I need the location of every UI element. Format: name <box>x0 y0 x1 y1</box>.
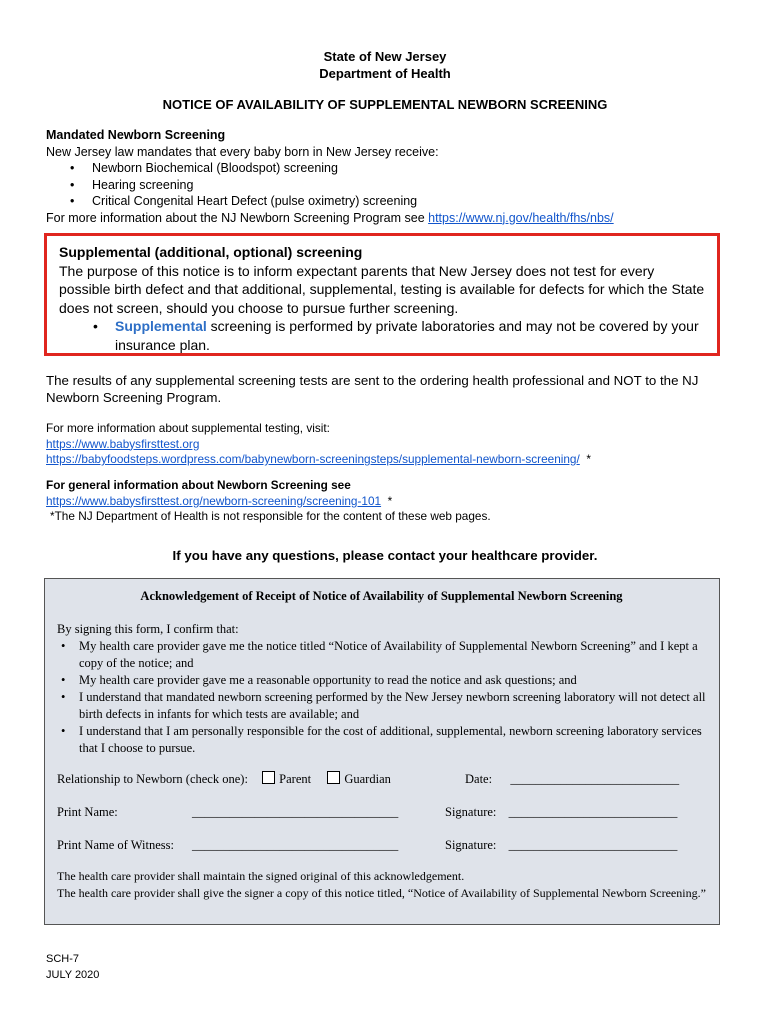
form-id: SCH-7 <box>46 953 80 965</box>
witness-signature-field <box>445 837 677 854</box>
asterisk-note: * <box>381 493 393 508</box>
mandated-section <box>46 127 726 226</box>
header-department: Department of Health <box>319 66 451 81</box>
footer-line-2: The health care provider shall give the signer a copy of this notice titled, “Notice of Availability of Supplemental Newborn Screening.” <box>57 885 706 900</box>
witness-label: Print Name of Witness: <box>57 838 174 852</box>
nbs-program-link[interactable]: https://www.nj.gov/health/fhs/nbs/ <box>428 210 614 225</box>
general-info <box>46 478 746 525</box>
results-text: The results of any supplemental screening tests are sent to the ordering health professional and NOT to the NJ Newborn Screening Program. <box>46 373 699 405</box>
supplemental-body: The purpose of this notice is to inform expectant parents that New Jersey does not test for every possible birth defect and that additional, supplemental, testing is available for defects for which the State does not screen, should you choose to pursue further screening. <box>59 262 705 316</box>
signature-label: Signature: <box>445 805 497 819</box>
witness-signature-input[interactable]: ___________________________ <box>508 838 678 852</box>
mandated-intro: New Jersey law mandates that every baby born in New Jersey receive: <box>46 144 439 159</box>
print-name-input[interactable]: _________________________________ <box>192 805 399 819</box>
supplemental-info-lead: For more information about supplemental testing, visit: <box>46 421 330 435</box>
supplemental-heading: Supplemental (additional, optional) screening <box>59 244 363 260</box>
header-state: State of New Jersey <box>323 49 447 64</box>
list-item: • Hearing screening <box>46 177 726 194</box>
disclaimer-text: *The NJ Department of Health is not responsible for the content of these web pages. <box>50 509 491 523</box>
parent-label: Parent <box>279 772 312 786</box>
parent-checkbox[interactable] <box>262 771 275 784</box>
guardian-checkbox[interactable] <box>327 771 340 784</box>
supplemental-highlight: Supplemental <box>115 318 207 334</box>
acknowledgement-footer <box>57 868 712 901</box>
signature-field <box>445 804 677 821</box>
supplemental-bullet-text: screening is performed by private laboratories and may not be covered by your insurance plan. <box>115 318 699 353</box>
confirm-lead: By signing this form, I confirm that: <box>57 622 239 636</box>
mandated-list <box>46 160 726 210</box>
witness-name-input[interactable]: _________________________________ <box>192 838 399 852</box>
date-input[interactable]: ___________________________ <box>510 772 680 786</box>
more-info-text: For more information about the NJ Newborn Screening Program see <box>46 210 429 225</box>
relationship-label: Relationship to Newborn (check one): <box>57 772 248 786</box>
contact-text: If you have any questions, please contact your healthcare provider. <box>172 548 598 563</box>
supplemental-bullet <box>59 317 705 354</box>
general-info-lead: For general information about Newborn Screening see <box>46 478 351 492</box>
signature-label: Signature: <box>445 838 497 852</box>
mandated-more-info <box>46 210 726 227</box>
mandated-heading: Mandated Newborn Screening <box>46 128 226 142</box>
date-label: Date: <box>465 772 493 786</box>
supplemental-notice-box <box>44 233 720 356</box>
form-date: JULY 2020 <box>46 969 100 981</box>
babysfirsttest-link[interactable]: https://www.babysfirsttest.org <box>46 436 200 451</box>
list-item: • I understand that mandated newborn screening performed by the New Jersey newborn screening laboratory will not detect all birth defects in infants for which tests are available; and <box>57 689 707 723</box>
acknowledgement-confirmations <box>57 621 707 757</box>
supplemental-info <box>46 421 746 468</box>
list-item: • Critical Congenital Heart Defect (pulse oximetry) screening <box>46 193 726 210</box>
date-field <box>465 771 679 788</box>
list-item: • Newborn Biochemical (Bloodspot) screening <box>46 160 726 177</box>
screening-101-link[interactable]: https://www.babysfirsttest.org/newborn-screening/screening-101 <box>46 493 382 508</box>
page-title: NOTICE OF AVAILABILITY OF SUPPLEMENTAL NEWBORN SCREENING <box>162 97 608 112</box>
babyfoodsteps-link[interactable]: https://babyfoodsteps.wordpress.com/babynewborn-screeningsteps/supplemental-newborn-screening/ <box>46 452 580 466</box>
acknowledgement-form <box>44 578 720 925</box>
list-item: • My health care provider gave me the notice titled “Notice of Availability of Supplemental Newborn Screening” and I kept a copy of the notice; and <box>57 638 707 672</box>
list-item: • I understand that I am personally responsible for the cost of additional, supplemental, newborn screening laboratory services that I choose to pursue. <box>57 723 707 757</box>
signature-input[interactable]: ___________________________ <box>508 805 678 819</box>
print-name-label: Print Name: <box>57 805 118 819</box>
list-item: • My health care provider gave me a reasonable opportunity to read the notice and ask questions; and <box>57 672 707 689</box>
footer-line-1: The health care provider shall maintain the signed original of this acknowledgement. <box>57 869 465 883</box>
asterisk-note: * <box>579 452 591 466</box>
acknowledgement-title: Acknowledgement of Receipt of Notice of Availability of Supplemental Newborn Screening <box>140 589 623 603</box>
guardian-label: Guardian <box>344 772 391 786</box>
